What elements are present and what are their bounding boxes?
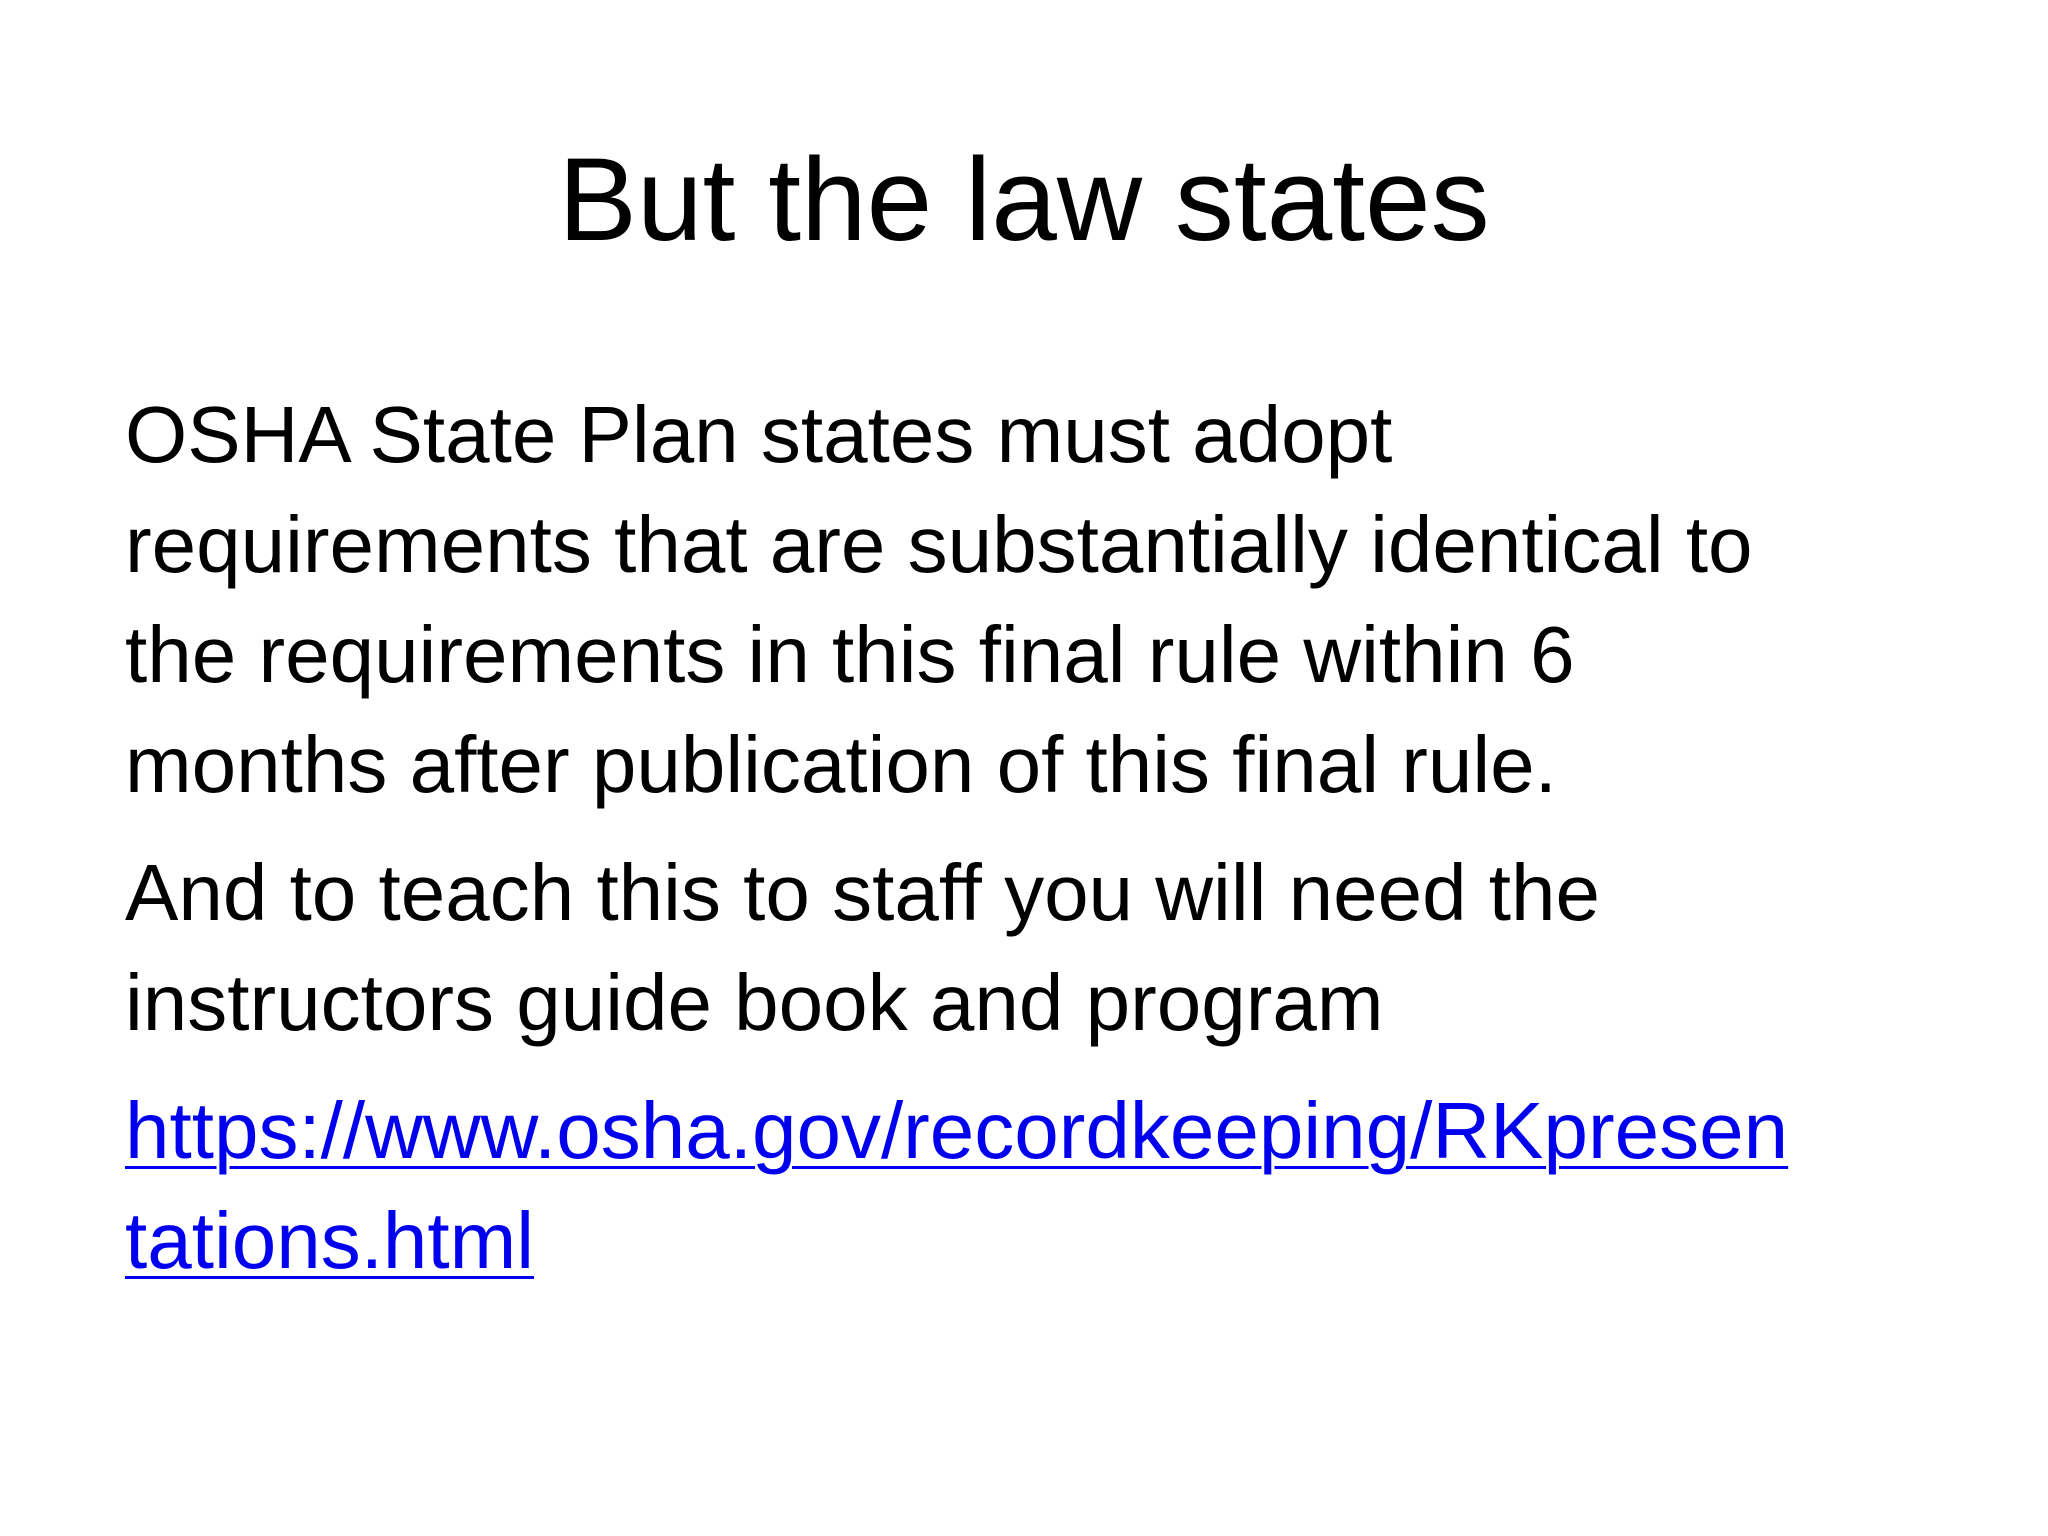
paragraph-line: instructors guide book and program [125, 958, 1384, 1047]
paragraph-teach-staff [125, 838, 1945, 1058]
slide-title: But the law states [558, 134, 1490, 266]
paragraph-line: months after publication of this final rule. [125, 720, 1557, 809]
paragraph-line: OSHA State Plan states must adopt [125, 390, 1393, 479]
paragraph-line: And to teach this to staff you will need the [125, 848, 1600, 937]
paragraph-state-plan [125, 380, 1945, 820]
paragraph-line: the requirements in this final rule within 6 [125, 610, 1575, 699]
slide-body [125, 380, 1945, 1314]
osha-presentations-link-continued[interactable]: tations.html [125, 1196, 535, 1285]
osha-presentations-link[interactable]: https://www.osha.gov/recordkeeping/RKpresen [125, 1086, 1789, 1175]
link-paragraph [125, 1076, 1945, 1296]
paragraph-line: requirements that are substantially identical to [125, 500, 1753, 589]
